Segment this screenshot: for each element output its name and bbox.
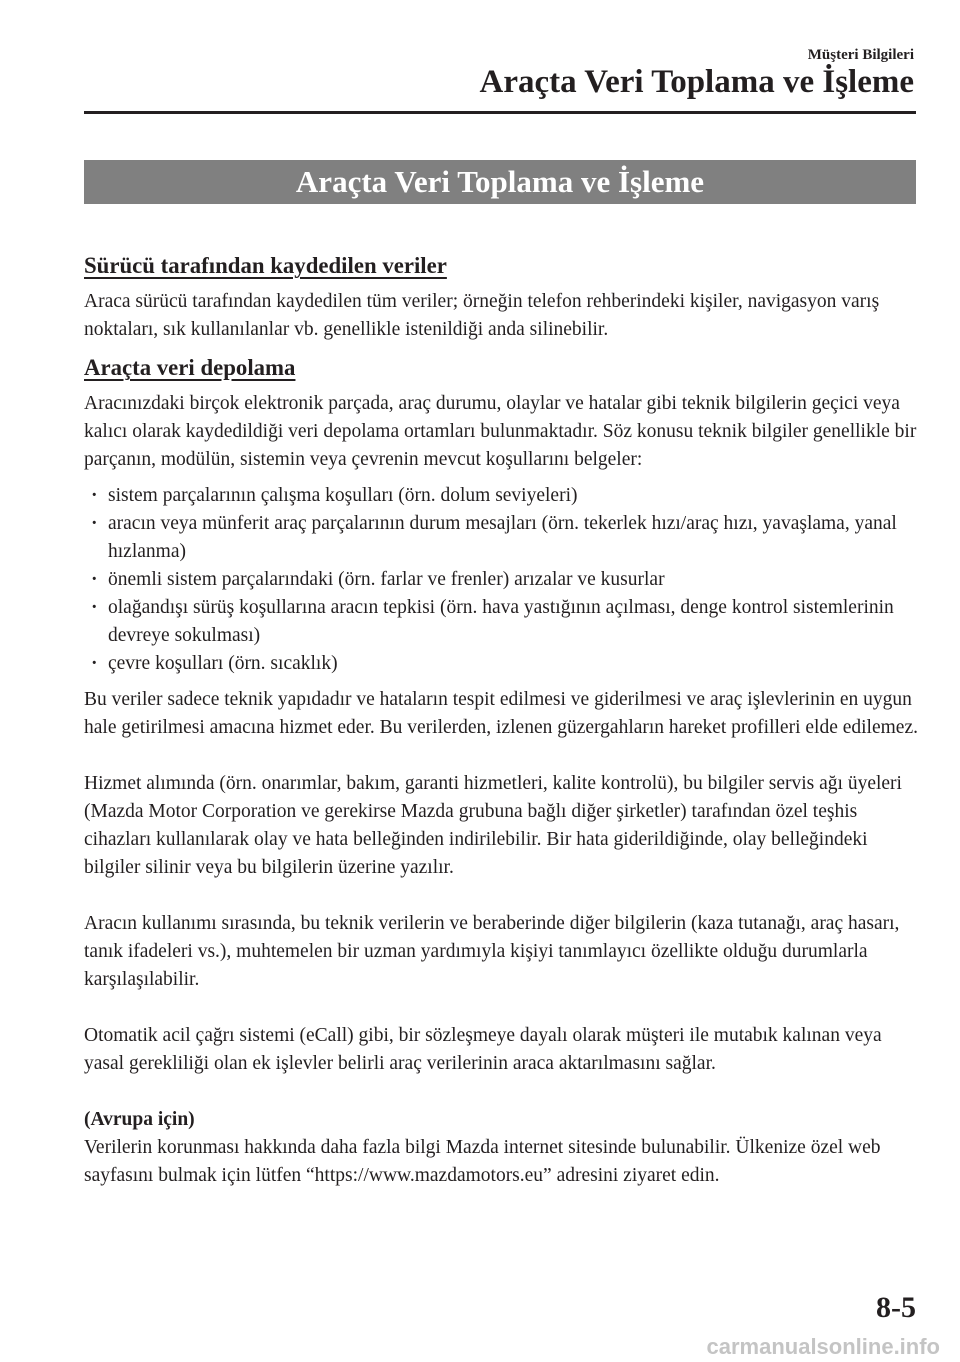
page-number: 8-5	[876, 1291, 916, 1324]
paragraph-ecall: Otomatik acil çağrı sistemi (eCall) gibi, bir sözleşmeye dayalı olarak müşteri ile mutabık kalınan veya yasal gerekliliği olan ek işlevler belirli araç verilerinin araca aktarılmasını sağlar.	[84, 1025, 882, 1074]
bullet-item: · önemli sistem parçalarındaki (örn. farlar ve frenler) arızalar ve kusurlar	[108, 566, 920, 594]
paragraph-driver-data: Araca sürücü tarafından kaydedilen tüm veriler; örneğin telefon rehberindeki kişiler, navigasyon varış noktaları, sık kullanılanlar vb. genellikle istenildiği anda silinebilir.	[84, 291, 880, 340]
bullet-item: · olağandışı sürüş koşullarına aracın tepkisi (örn. hava yastığının açılması, denge kontrol sistemlerinin devreye sokulması)	[108, 594, 920, 650]
heading-data-storage: Araçta veri depolama	[84, 355, 296, 380]
bullet-item: · aracın veya münferit araç parçalarının durum mesajları (örn. tekerlek hızı/araç hızı, yavaşlama, yanal hızlanma)	[108, 510, 920, 566]
bullet-item: · sistem parçalarının çalışma koşulları (örn. dolum seviyeleri)	[108, 482, 920, 510]
bullet-item: · çevre koşulları (örn. sıcaklık)	[108, 650, 920, 678]
paragraph-data-storage: Aracınızdaki birçok elektronik parçada, araç durumu, olaylar ve hatalar gibi teknik bilgilerin geçici veya kalıcı olarak kaydedildiği veri depolama ortamları bulunmaktadır. Söz konusu teknik bilgiler genellikle bir parçanın, modülün, sistemin veya çevrenin mevcut koşullarını belgeler:	[84, 393, 917, 470]
label-europe: (Avrupa için)	[84, 1109, 195, 1130]
heading-driver-data: Sürücü tarafından kaydedilen veriler	[84, 253, 447, 278]
banner-title: Araçta Veri Toplama ve İşleme	[295, 164, 705, 199]
bullet-list	[84, 482, 920, 678]
main-content	[84, 252, 920, 1190]
paragraph-technical-data: Bu veriler sadece teknik yapıdadır ve hataların tespit edilmesi ve giderilmesi ve araç işlevlerinin en uygun hale getirilmesi amacına hizmet eder. Bu verilerden, izlenen güzergahların hareket profilleri elde edilemez.	[84, 689, 918, 738]
paragraph-europe-info: Verilerin korunması hakkında daha fazla bilgi Mazda internet sitesinde bulunabilir. Ülkenize özel web sayfasını bulmak için lütfen “https://www.mazdamotors.eu” adresini ziyaret edin.	[84, 1137, 881, 1186]
paragraph-service: Hizmet alımında (örn. onarımlar, bakım, garanti hizmetleri, kalite kontrolü), bu bilgiler servis ağı üyeleri (Mazda Motor Corporation ve gerekirse Mazda grubuna bağlı diğer şirketler) tarafından özel teşhis cihazları kullanılarak olay ve hata belleğinden indirilebilir. Bir hata giderildiğinde, olay belleğindeki bilgiler silinir veya bu bilgilerin üzerine yazılır.	[84, 773, 902, 878]
watermark-text: carmanualsonline.info	[706, 1334, 940, 1359]
section-banner	[84, 160, 916, 204]
header-section-label: Müşteri Bilgileri	[807, 47, 914, 63]
header-divider	[84, 111, 916, 114]
paragraph-personal-data: Aracın kullanımı sırasında, bu teknik verilerin ve beraberinde diğer bilgilerin (kaza tutanağı, araç hasarı, tanık ifadeleri vs.), muhtemelen bir uzman yardımıyla kişiyi tanımlayıcı özellikte olduğu durumlarla karşılaşılabilir.	[84, 913, 900, 990]
header-title: Araçta Veri Toplama ve İşleme	[479, 64, 914, 100]
